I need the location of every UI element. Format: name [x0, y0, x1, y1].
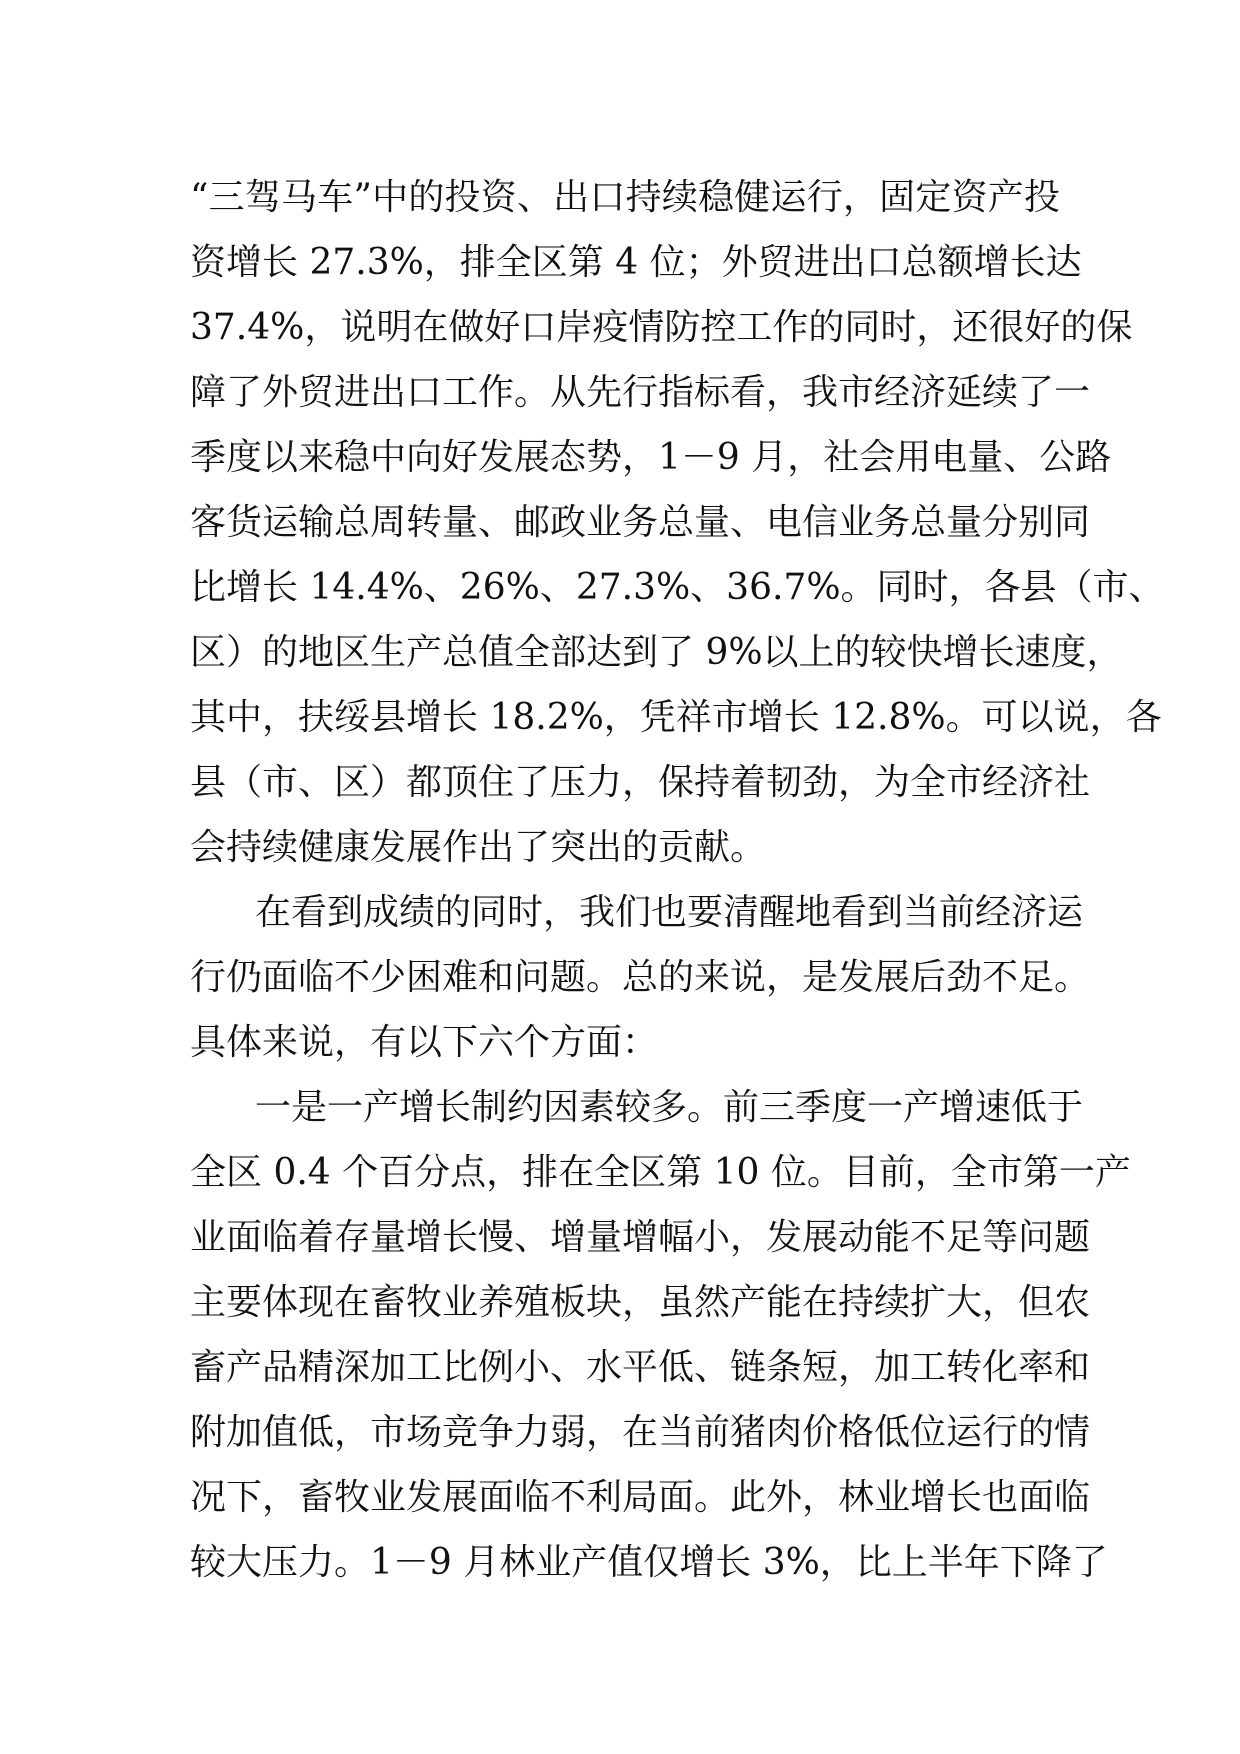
text-line: 客货运输总周转量、邮政业务总量、电信业务总量分别同 — [190, 502, 1091, 543]
text-line: 其中，扶绥县增长 18.2%，凭祥市增长 12.8%。可以说，各 — [190, 697, 1162, 738]
text-line: 在看到成绩的同时，我们也要清醒地看到当前经济运 — [255, 892, 1084, 933]
text-line: 障了外贸进出口工作。从先行指标看，我市经济延续了一 — [190, 372, 1091, 413]
text-line: 季度以来稳中向好发展态势，1－9 月，社会用电量、公路 — [190, 437, 1112, 478]
text-line: 县（市、区）都顶住了压力，保持着韧劲，为全市经济社 — [190, 762, 1091, 803]
text-line: 较大压力。1－9 月林业产值仅增长 3%，比上半年下降了 — [190, 1542, 1108, 1583]
text-line: 具体来说，有以下六个方面： — [190, 1022, 659, 1063]
text-line: 全区 0.4 个百分点，排在全区第 10 位。目前，全市第一产 — [190, 1152, 1131, 1193]
paragraph-1 — [190, 165, 1165, 880]
text-line: 行仍面临不少困难和问题。总的来说，是发展后劲不足。 — [190, 957, 1091, 998]
document-body — [190, 165, 1165, 1595]
text-line: 附加值低，市场竞争力弱，在当前猪肉价格低位运行的情 — [190, 1412, 1091, 1453]
paragraph-3 — [190, 1075, 1131, 1595]
text-line: 资增长 27.3%，排全区第 4 位；外贸进出口总额增长达 — [190, 242, 1082, 283]
text-line: 主要体现在畜牧业养殖板块，虽然产能在持续扩大，但农 — [190, 1282, 1091, 1323]
paragraph-2 — [190, 880, 1091, 1075]
text-line: 一是一产增长制约因素较多。前三季度一产增速低于 — [255, 1087, 1084, 1128]
text-line: 业面临着存量增长慢、增量增幅小，发展动能不足等问题 — [190, 1217, 1091, 1258]
text-line: 况下，畜牧业发展面临不利局面。此外，林业增长也面临 — [190, 1477, 1091, 1518]
text-line: “三驾马车”中的投资、出口持续稳健运行，固定资产投 — [190, 177, 1060, 218]
text-line: 比增长 14.4%、26%、27.3%、36.7%。同时，各县（市、 — [190, 567, 1165, 608]
text-line: 区）的地区生产总值全部达到了 9%以上的较快增长速度， — [190, 632, 1123, 673]
text-line: 畜产品精深加工比例小、水平低、链条短，加工转化率和 — [190, 1347, 1091, 1388]
text-line: 37.4%，说明在做好口岸疫情防控工作的同时，还很好的保 — [190, 307, 1133, 348]
text-line: 会持续健康发展作出了突出的贡献。 — [190, 827, 767, 868]
